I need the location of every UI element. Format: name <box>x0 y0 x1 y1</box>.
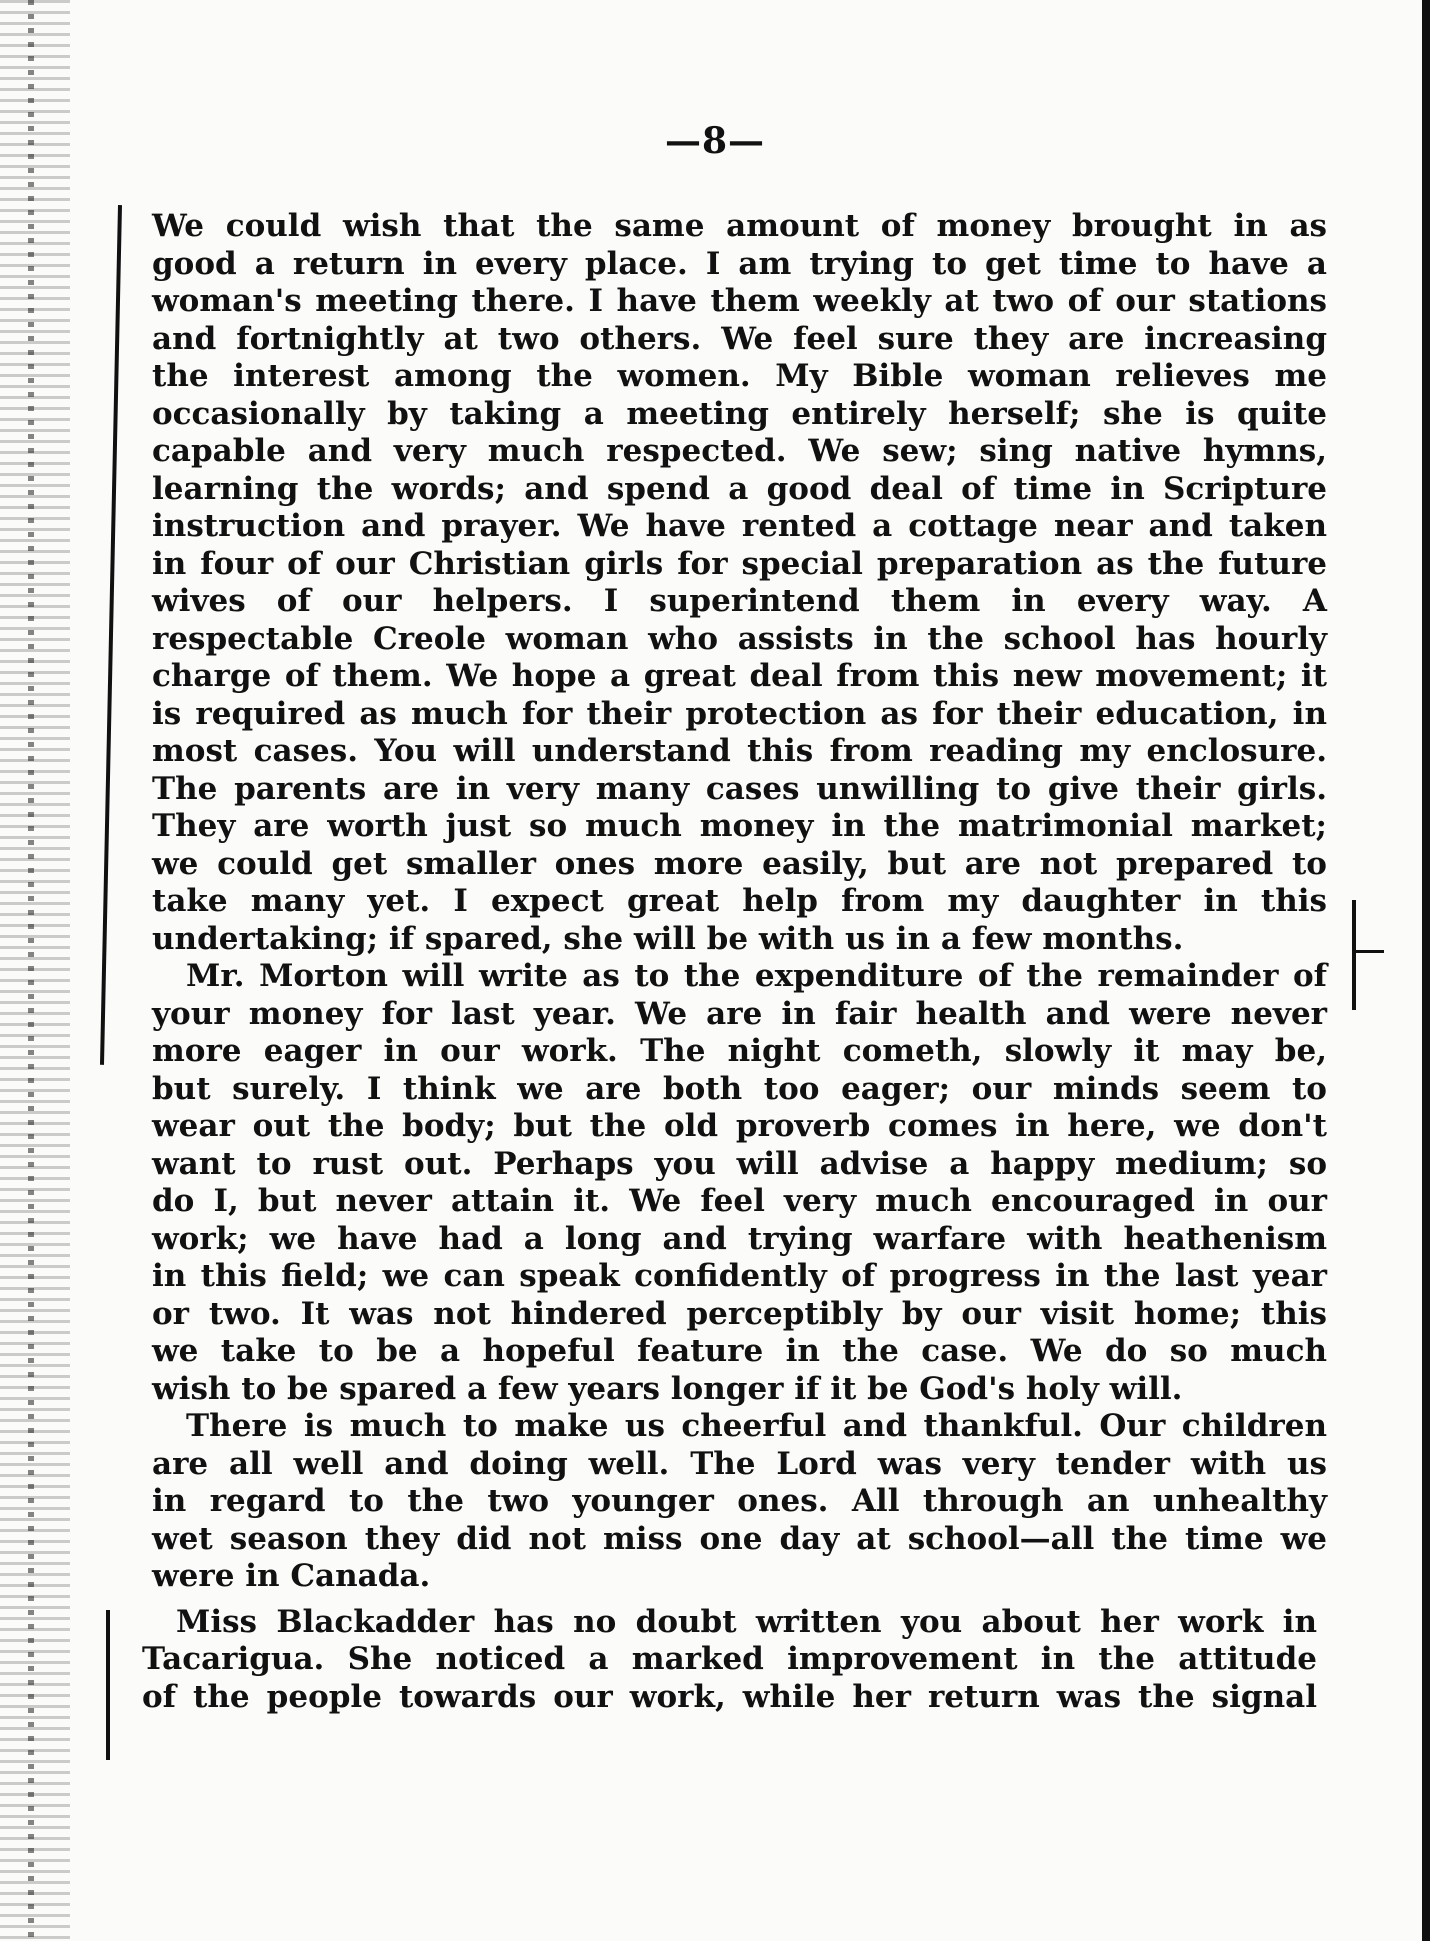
text-line: Mr. Morton will write as to the expenditure of the remainder of <box>186 958 1327 994</box>
margin-bracket-left-bottom <box>106 1610 110 1760</box>
text-line: want to rust out. Perhaps you will advise a happy medium; so <box>152 1145 1327 1182</box>
text-line: in regard to the two younger ones. All through an unhealthy <box>152 1483 1327 1519</box>
paragraph-spacer <box>152 1596 1327 1604</box>
text-line: We could wish that the same amount of money brought in as <box>152 208 1327 244</box>
letter-body <box>142 208 1327 1716</box>
text-line: capable and very much respected. We sew; sing native hymns, <box>152 433 1327 469</box>
text-line: woman's meeting there. I have them weekly at two of our stations <box>152 283 1327 319</box>
text-line: wish to be spared a few years longer if it be God's holy will. <box>152 1370 1183 1407</box>
text-line: There is much to make us cheerful and thankful. Our children <box>186 1408 1327 1444</box>
text-line: were in Canada. <box>152 1558 431 1594</box>
text-line: instruction and prayer. We have rented a cottage near and taken <box>152 508 1327 544</box>
text-line: good a return in every place. I am trying to get time to have a <box>152 245 1327 282</box>
page-number: —8— <box>664 120 766 162</box>
text-line: do I, but never attain it. We feel very much encouraged in our <box>152 1183 1327 1219</box>
text-line: of the people towards our work, while her return was the signal <box>142 1678 1317 1715</box>
text-line: are all well and doing well. The Lord was very tender with us <box>152 1445 1327 1482</box>
paragraph-1 <box>152 208 1327 958</box>
text-line: we take to be a hopeful feature in the case. We do so much <box>152 1333 1327 1369</box>
text-line: occasionally by taking a meeting entirely herself; she is quite <box>152 395 1327 432</box>
text-line: wear out the body; but the old proverb comes in here, we don't <box>152 1108 1327 1144</box>
paragraph-2 <box>152 958 1327 1408</box>
text-line: but surely. I think we are both too eager; our minds seem to <box>152 1070 1327 1107</box>
text-line: take many yet. I expect great help from my daughter in this <box>152 883 1327 919</box>
text-line: we could get smaller ones more easily, but are not prepared to <box>152 845 1327 882</box>
margin-bracket-right <box>1352 900 1356 1010</box>
scan-binding-marks <box>28 0 34 1941</box>
text-line: in four of our Christian girls for special preparation as the future <box>152 545 1327 582</box>
text-line: wives of our helpers. I superintend them in every way. A <box>152 583 1327 619</box>
text-line: Tacarigua. She noticed a marked improvement in the attitude <box>142 1641 1317 1677</box>
text-line: or two. It was not hindered perceptibly by our visit home; this <box>152 1295 1327 1332</box>
text-line: and fortnightly at two others. We feel sure they are increasing <box>152 320 1327 357</box>
text-line: learning the words; and spend a good deal of time in Scripture <box>152 470 1327 507</box>
text-line: wet season they did not miss one day at school—all the time we <box>152 1520 1327 1557</box>
paragraph-4 <box>142 1603 1327 1717</box>
paragraph-3 <box>152 1408 1327 1596</box>
text-line: in this field; we can speak confidently of progress in the last year <box>152 1258 1327 1294</box>
margin-tick-right <box>1352 950 1384 953</box>
text-line: the interest among the women. My Bible woman relieves me <box>152 358 1327 394</box>
text-line: your money for last year. We are in fair health and were never <box>152 995 1327 1032</box>
text-line: The parents are in very many cases unwilling to give their girls. <box>152 770 1327 807</box>
text-line: more eager in our work. The night cometh, slowly it may be, <box>152 1033 1327 1069</box>
scan-binding-edge <box>0 0 70 1941</box>
text-line: undertaking; if spared, she will be with us in a few months. <box>152 920 1184 957</box>
text-line: work; we have had a long and trying warfare with heathenism <box>152 1220 1327 1257</box>
scan-right-edge <box>1422 0 1430 1941</box>
text-line: respectable Creole woman who assists in the school has hourly <box>152 620 1327 657</box>
text-line: charge of them. We hope a great deal from this new movement; it <box>152 658 1327 694</box>
text-line: Miss Blackadder has no doubt written you about her work in <box>176 1603 1317 1640</box>
text-line: most cases. You will understand this from reading my enclosure. <box>152 733 1327 769</box>
text-line: is required as much for their protection as for their education, in <box>152 695 1327 732</box>
text-line: They are worth just so much money in the matrimonial market; <box>152 808 1327 844</box>
margin-bracket-left-top <box>100 205 122 1065</box>
